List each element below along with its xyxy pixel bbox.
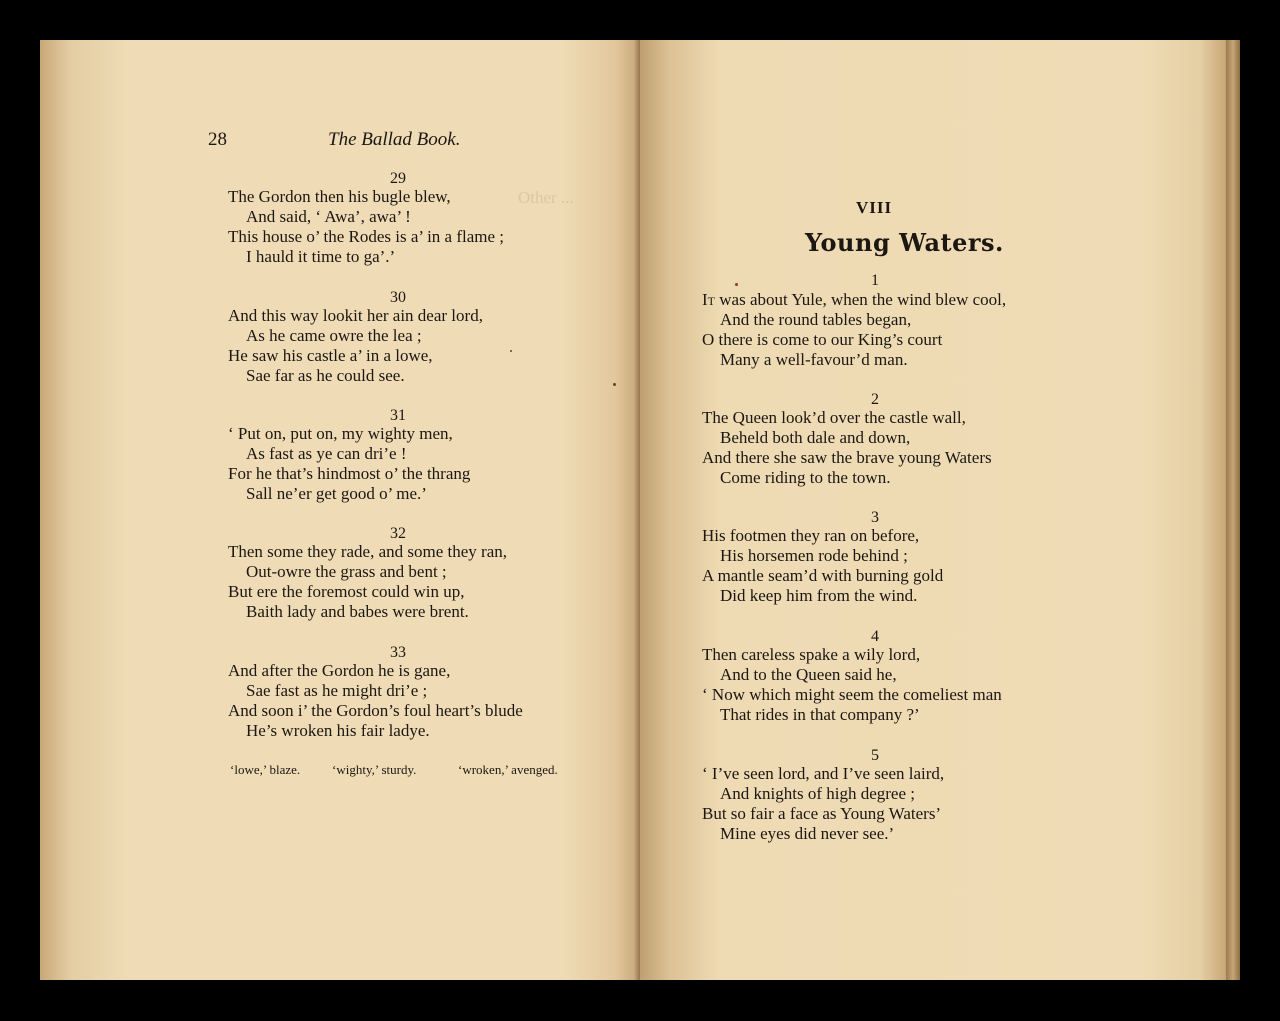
verse-line: This house o’ the Rodes is a’ in a flame ; <box>228 227 505 246</box>
verse-line: And this way lookit her ain dear lord, <box>228 306 483 325</box>
verse-line: Baith lady and babes were brent. <box>246 602 469 621</box>
verse-line: And after the Gordon he is gane, <box>228 661 451 680</box>
verse-line: Then careless spake a wily lord, <box>702 645 921 664</box>
verse-line: I hauld it time to ga’.’ <box>246 247 396 266</box>
verse-line: Mine eyes did never see.’ <box>720 824 895 843</box>
gloss-note: ‘lowe,’ blaze. <box>230 762 301 777</box>
verse-line: The Queen look’d over the castle wall, <box>702 408 966 427</box>
verse-line: And knights of high degree ; <box>720 784 915 803</box>
paper-blemish <box>613 383 616 386</box>
verse-line: ‘ I’ve seen lord, and I’ve seen laird, <box>702 764 945 783</box>
verse-line: As he came owre the lea ; <box>246 326 422 345</box>
verse-line: O there is come to our King’s court <box>702 330 943 349</box>
stanza-number: 32 <box>390 525 406 542</box>
verse-line: But ere the foremost could win up, <box>228 582 465 601</box>
verse-line: His footmen they ran on before, <box>702 526 920 545</box>
verse-line: Then some they rade, and some they ran, <box>228 542 507 561</box>
running-head: The Ballad Book. <box>328 129 461 150</box>
stanza-number: 3 <box>871 509 879 526</box>
stanza-number: 1 <box>871 272 879 289</box>
verse-line: And there she saw the brave young Waters <box>702 448 992 467</box>
verse-line: His horsemen rode behind ; <box>720 546 908 565</box>
verse-line: Out-owre the grass and bent ; <box>246 562 447 581</box>
paper-blemish <box>510 350 512 352</box>
verse-line: For he that’s hindmost o’ the thrang <box>228 464 471 483</box>
paper-blemish <box>735 283 738 286</box>
show-through-text: Other ... <box>518 188 574 207</box>
right-page <box>640 40 1240 980</box>
stanza <box>228 424 470 504</box>
chapter-number: VIII <box>856 198 893 217</box>
verse-line: He saw his castle a’ in a lowe, <box>228 346 433 365</box>
stanza <box>702 290 1006 370</box>
verse-line: That rides in that company ?’ <box>720 705 920 724</box>
stanza-number: 4 <box>871 628 879 645</box>
verse-line: Sae fast as he might dri’e ; <box>246 681 428 700</box>
verse-line: Sae far as he could see. <box>246 366 405 385</box>
page-number: 28 <box>208 129 227 150</box>
gloss-note: ‘wroken,’ avenged. <box>458 762 558 777</box>
stanza <box>228 661 523 741</box>
verse-line: The Gordon then his bugle blew, <box>228 187 451 206</box>
stanza <box>228 187 504 267</box>
stanza-number: 31 <box>390 407 406 424</box>
verse-line: And the round tables began, <box>720 310 912 329</box>
verse-line-rest: was about Yule, when the wind blew cool, <box>715 290 1007 309</box>
verse-line: But so fair a face as Young Waters’ <box>702 804 942 823</box>
stanza <box>702 408 992 488</box>
stanza <box>228 542 507 622</box>
stanza-number: 30 <box>390 289 406 306</box>
stanza <box>702 526 943 606</box>
verse-line: Sall ne’er get good o’ me.’ <box>246 484 427 503</box>
verse-line: Did keep him from the wind. <box>720 586 918 605</box>
stanza <box>228 306 483 386</box>
stanza-number: 29 <box>390 170 406 187</box>
open-book <box>40 40 1240 980</box>
ballad-title: Young Waters. <box>805 228 1004 257</box>
verse-line <box>702 290 1006 310</box>
verse-line: As fast as ye can dri’e ! <box>246 444 407 463</box>
stanza-number: 33 <box>390 644 406 661</box>
left-page <box>40 40 640 980</box>
verse-line: Come riding to the town. <box>720 468 891 487</box>
verse-line: Beheld both dale and down, <box>720 428 911 447</box>
verse-line: ‘ Now which might seem the comeliest man <box>702 685 1002 704</box>
verse-line: And to the Queen said he, <box>720 665 897 684</box>
stanza-number: 5 <box>871 747 879 764</box>
verse-line: And soon i’ the Gordon’s foul heart’s blude <box>228 701 523 720</box>
page-edges <box>1226 40 1240 980</box>
stanza-number: 2 <box>871 391 879 408</box>
verse-line: A mantle seam’d with burning gold <box>702 566 944 585</box>
stanza <box>702 645 1002 725</box>
gloss-note: ‘wighty,’ sturdy. <box>332 762 417 777</box>
initial-capital: It <box>702 290 715 309</box>
verse-line: Many a well-favour’d man. <box>720 350 908 369</box>
verse-line: He’s wroken his fair ladye. <box>246 721 430 740</box>
verse-line: And said, ‘ Awa’, awa’ ! <box>246 207 411 226</box>
stanza <box>702 764 944 844</box>
verse-line: ‘ Put on, put on, my wighty men, <box>228 424 453 443</box>
